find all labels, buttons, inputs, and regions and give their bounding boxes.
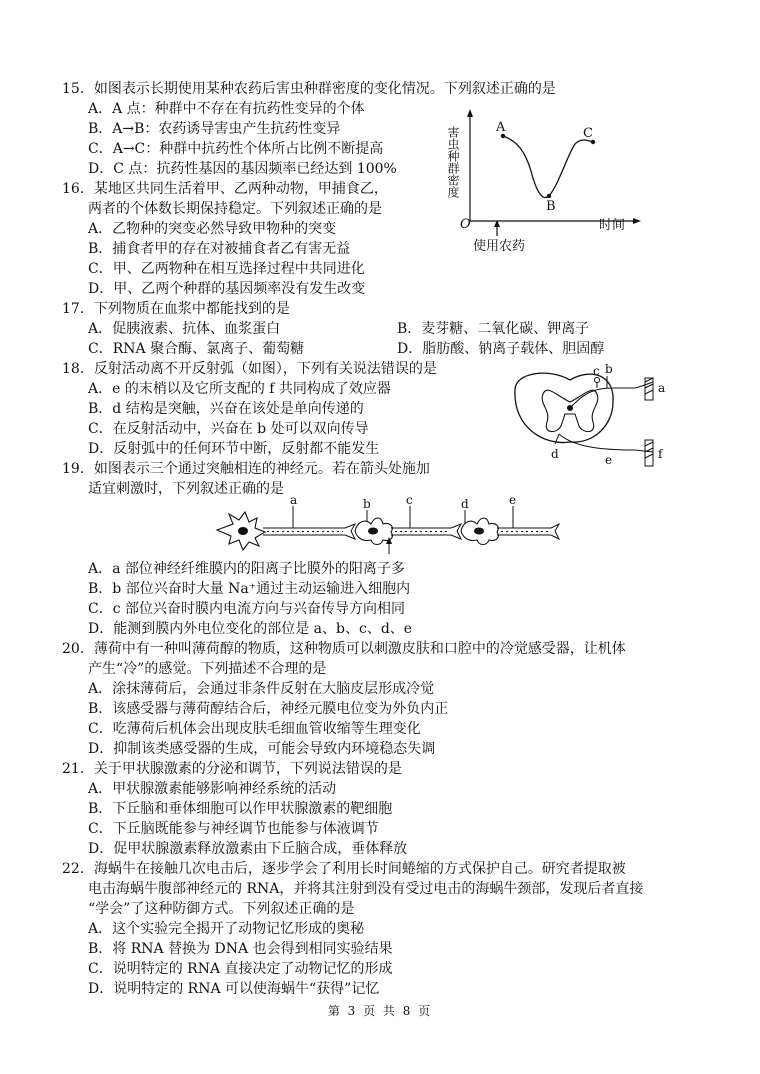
q17-option-c: C．RNA 聚合酶、氯离子、葡萄糖 <box>88 341 305 357</box>
q21-option-a: A．甲状腺激素能够影响神经系统的活动 <box>88 781 337 797</box>
label-b: b <box>363 497 371 511</box>
q15-option-c: C．A→C：种群中抗药性个体所占比例不断提高 <box>88 141 384 157</box>
q18-option-d: D．反射弧中的任何环节中断，反射都不能发生 <box>88 441 380 457</box>
label-e: e <box>509 494 517 507</box>
q21-option-c: C．下丘脑既能参与神经调节也能参与体液调节 <box>88 821 379 837</box>
x-axis-label: 时间 <box>599 218 626 233</box>
label-a: a <box>290 494 298 507</box>
q18-option-a: A．e 的末梢以及它所支配的 f 共同构成了效应器 <box>88 381 391 397</box>
reflex-arc-diagram <box>495 362 665 477</box>
q19-option-a: A．a 部位神经纤维膜内的阳离子比膜外的阳离子多 <box>88 561 405 577</box>
page-footer: 第 3 页 共 8 页 <box>327 1004 433 1018</box>
q15-option-a: A．A 点：种群中不存在有抗药性变异的个体 <box>88 101 365 117</box>
label-a: a <box>658 381 665 395</box>
label-d: d <box>461 497 469 511</box>
q16-option-c: C．甲、乙两物种在相互选择过程中共同进化 <box>88 261 365 277</box>
q17-option-d: D．脂肪酸、钠离子载体、胆固醇 <box>397 341 605 357</box>
q18-option-c: C．在反射活动中，兴奋在 b 处可以双向传导 <box>88 421 369 437</box>
q21-option-b: B．下丘脑和垂体细胞可以作甲状腺激素的靶细胞 <box>88 801 393 817</box>
q17-option-a: A．促胰液素、抗体、血浆蛋白 <box>88 321 281 337</box>
point-a-label: A <box>496 120 506 135</box>
q21-option-d: D．促甲状腺激素释放激素由下丘脑合成，垂体释放 <box>88 841 408 857</box>
q16-stem-1: 16．某地区共同生活着甲、乙两种动物，甲捕食乙， <box>62 181 388 197</box>
q20-option-d: D．抑制该类感受器的生成，可能会导致内环境稳态失调 <box>88 741 436 757</box>
q18-stem: 18．反射活动离不开反射弧（如图），下列有关说法错误的是 <box>62 361 437 377</box>
q19-stem-1: 19．如图表示三个通过突触相连的神经元。若在箭头处施加 <box>62 461 430 477</box>
q21-stem: 21．关于甲状腺激素的分泌和调节，下列说法错误的是 <box>62 761 402 777</box>
q20-option-c: C．吃薄荷后机体会出现皮肤毛细血管收缩等生理变化 <box>88 721 421 737</box>
label-c: c <box>406 494 413 507</box>
q22-stem-2: 电击海蜗牛腹部神经元的 RNA，并将其注射到没有受过电击的海蜗牛颈部，发现后者直接 <box>88 881 644 897</box>
q19-option-b: B．b 部位兴奋时大量 Na⁺通过主动运输进入细胞内 <box>88 581 411 597</box>
neuron-chain-diagram <box>205 494 565 556</box>
pest-density-graph <box>445 106 645 256</box>
q15-option-b: B．A→B：农药诱导害虫产生抗药性变异 <box>88 121 341 137</box>
q20-stem-2: 产生“冷”的感觉。下列描述不合理的是 <box>88 661 327 677</box>
q17-option-b: B．麦芽糖、二氧化碳、钾离子 <box>397 321 590 337</box>
q19-stem-2: 适宜刺激时，下列叙述正确的是 <box>88 481 284 497</box>
q20-stem-1: 20．薄荷中有一种叫薄荷醇的物质，这种物质可以刺激皮肤和口腔中的冷觉感受器，让机体 <box>62 641 626 657</box>
label-e: e <box>605 453 613 467</box>
q17-stem: 17．下列物质在血浆中都能找到的是 <box>62 301 290 317</box>
q16-option-a: A．乙物种的突变必然导致甲物种的突变 <box>88 221 337 237</box>
point-c-label: C <box>583 126 593 141</box>
q15-option-d: D．C 点：抗药性基因的基因频率已经达到 100% <box>88 161 397 177</box>
q16-option-b: B．捕食者甲的存在对被捕食者乙有害无益 <box>88 241 351 257</box>
q22-stem-3: “学会”了这种防御方式。下列叙述正确的是 <box>88 901 355 917</box>
label-c: c <box>593 364 600 378</box>
origin-label: O <box>460 217 471 232</box>
q22-stem-1: 22．海蜗牛在接触几次电击后，逐步学会了利用长时间蜷缩的方式保护自己。研究者提取被 <box>62 861 626 877</box>
y-axis-label: 害虫种群密度 <box>446 126 460 198</box>
label-d: d <box>551 447 559 461</box>
q19-option-c: C．c 部位兴奋时膜内电流方向与兴奋传导方向相同 <box>88 601 406 617</box>
q16-stem-2: 两者的个体数长期保持稳定。下列叙述正确的是 <box>88 201 382 217</box>
q20-option-b: B．该感受器与薄荷醇结合后，神经元膜电位变为外负内正 <box>88 701 449 717</box>
label-b: b <box>605 362 613 376</box>
q22-option-b: B．将 RNA 替换为 DNA 也会得到相同实验结果 <box>88 941 393 957</box>
q22-option-d: D．说明特定的 RNA 可以使海蜗牛“获得”记忆 <box>88 981 380 997</box>
q16-option-d: D．甲、乙两个种群的基因频率没有发生改变 <box>88 281 366 297</box>
q18-option-b: B．d 结构是突触，兴奋在该处是单向传递的 <box>88 401 364 417</box>
label-f: f <box>658 447 663 461</box>
q19-option-d: D．能测到膜内外电位变化的部位是 a、b、c、d、e <box>88 621 413 637</box>
point-b-label: B <box>546 199 556 214</box>
q15-stem: 15．如图表示长期使用某种农药后害虫种群密度的变化情况。下列叙述正确的是 <box>62 81 556 97</box>
q22-option-c: C．说明特定的 RNA 直接决定了动物记忆的形成 <box>88 961 393 977</box>
q20-option-a: A．涂抹薄荷后，会通过非条件反射在大脑皮层形成冷觉 <box>88 681 435 697</box>
q22-option-a: A．这个实验完全揭开了动物记忆形成的奥秘 <box>88 921 365 937</box>
arrow-label: 使用农药 <box>473 239 526 254</box>
